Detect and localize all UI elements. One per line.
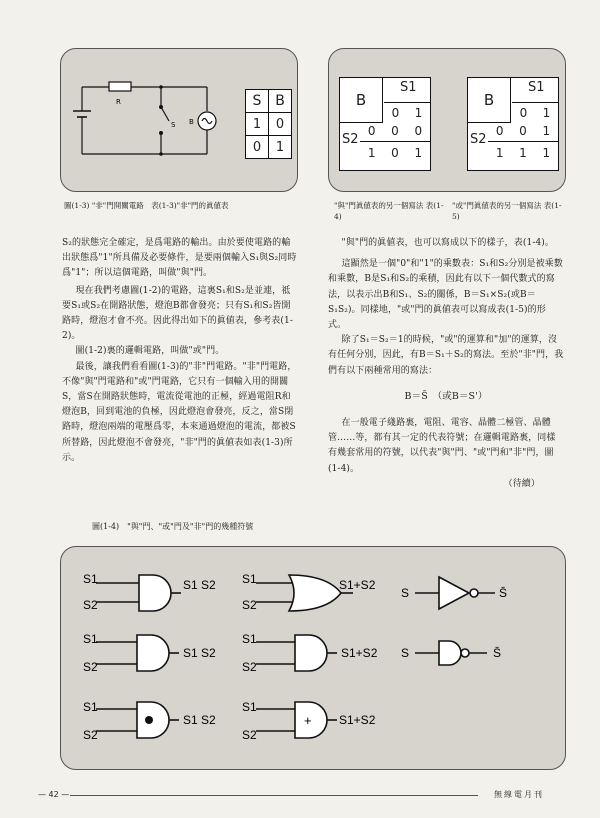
paragraph: S₂的狀態完全確定，是爲電路的輸出。由於要使電路的輸出狀態爲"1"所具備及必要條件，是要兩個輸入S₁與S₂同時爲"1"；所以這個電路，叫做"與"門。 (62, 238, 297, 279)
input-s2-label: S2 (83, 728, 98, 742)
table-cell: 1 (495, 146, 504, 160)
plus-sign: + (304, 713, 312, 728)
bulb-label: B (189, 118, 194, 126)
table-cell: 1 (367, 146, 376, 160)
switch-label: S (171, 121, 176, 129)
input-s2-label: S2 (242, 728, 257, 742)
footer-rule (70, 795, 478, 796)
paragraph: "與"門的眞値表，也可以寫成以下的樣子，表(1-4)。 (341, 238, 554, 248)
table-cell: 1 (519, 146, 527, 160)
page-number: — 42 — (38, 790, 70, 799)
multiplier-label: S1 (400, 80, 417, 95)
input-s2-label: S2 (83, 598, 98, 612)
or-output-label: S1+S2 (339, 713, 376, 727)
table-cell: 1 (542, 146, 551, 160)
table-header-b: B (269, 90, 292, 113)
table-1-3-not-truth-table (245, 89, 292, 159)
not-output-label: S̄ (493, 646, 502, 660)
or-gate-half-circle-icon (295, 635, 327, 671)
left-text-column (62, 236, 298, 466)
and-output-label: S1 S2 (183, 646, 216, 660)
caption-figure-1-4: 圖(1-4) "與"門、"或"門及"非"門的幾種符號 (92, 522, 254, 531)
multiplicand-label: S2 (342, 132, 359, 147)
caption-table-1-4: "與"門眞値表的另一個寫法 表(1-4) (334, 201, 444, 221)
table-cell: 0 (246, 136, 269, 159)
table-1-4-and-grid (339, 77, 431, 171)
not-gate-half-circle-icon (439, 641, 461, 665)
column-head: 1 (542, 106, 551, 120)
not-input-label: S (401, 646, 410, 660)
paragraph: 現在我們考慮圖(1-2)的電路，這裏S₁和S₂是並連，祗要S₁或S₂在開路狀態，燈泡B都會發亮；只有S₁和S₂皆開路時，燈泡才會不亮。因此得出如下的眞値表，參考表(1-2)。 (62, 285, 293, 342)
table-cell: 0 (519, 124, 527, 138)
table-cell: 0 (414, 124, 423, 138)
right-text-column (328, 236, 564, 492)
table-cell: 1 (542, 124, 551, 138)
magazine-name: 無線電月刊 (494, 790, 544, 799)
augend-label: S2 (470, 132, 487, 147)
table-1-5-or-grid (467, 77, 559, 171)
and-output-label: S1 S2 (183, 578, 216, 592)
input-s1-label: S1 (83, 572, 98, 586)
or-output-label: S1+S2 (341, 646, 378, 660)
resistor-label: R (116, 98, 121, 106)
table-cell: 1 (269, 136, 292, 159)
table-header-s: S (246, 90, 269, 113)
not-switch-circuit-diagram (67, 59, 237, 179)
input-s1-label: S1 (242, 632, 257, 646)
table-cell: 0 (495, 124, 504, 138)
or-output-label: S1+S2 (339, 578, 376, 592)
and-output-label: S1 S2 (183, 713, 216, 727)
input-s2-label: S2 (242, 660, 257, 674)
or-gate-distinctive-icon (289, 575, 341, 611)
paragraph: 在一般電子綫路裏，電阻、電容、晶體二極管、晶體管……等，都有其一定的代表符號；在邏輯電路裏，同樣有幾套常用的符號，以代表"與"門、"或"門和"非"門，圖(1-4)。 (328, 418, 556, 474)
not-output-label: S̄ (499, 586, 508, 600)
paragraph: 圖(1-2)裏的邏輯電路，叫做"或"門。 (75, 346, 225, 357)
figure-1-3-panel (60, 48, 298, 192)
input-s1-label: S1 (242, 572, 257, 586)
product-label: B (340, 78, 383, 123)
not-formula: B＝S̄ （或B＝S'） (404, 390, 488, 402)
table-cell: 0 (391, 146, 399, 160)
table-cell: 0 (391, 124, 399, 138)
table-cell: 0 (367, 124, 376, 138)
paragraph: 這顯然是一個"0"和"1"的乘數表：S₁和S₂分別是被乘數和乘數，B是S₁和S₂的乘積，因此有以下一個代數式的寫法，以表示出B和S₁、S₂的關係，B＝S₁×S₂(或B＝S₁S₂)。同樣地，"或"門的眞値表可以寫成表(1-5)的形式。 (328, 259, 563, 331)
to-be-continued: （待續） (503, 478, 540, 489)
input-s2-label: S2 (242, 598, 257, 612)
table-cell: 1 (246, 113, 269, 136)
column-head: 0 (519, 106, 528, 120)
input-s2-label: S2 (83, 660, 98, 674)
figure-1-4-gate-symbols-panel (60, 546, 566, 770)
not-input-label: S (401, 586, 410, 600)
input-s1-label: S1 (83, 632, 98, 646)
caption-figure-1-3: 圖(1-3) "非"門開關電路 表(1-3)"非"門的眞値表 (64, 201, 229, 210)
paragraph: 最後，讓我們看看圖(1-3)的"非"門電路。"非"門電路，不像"與"門電路和"或"門電路，它只有一個輸入用的開關S，當S在開路狀態時，電流從電池的正極，經過電阻R和燈泡B，回到電池的負極，因此燈泡會發亮，反之，當S閉路時，燈泡兩端的電壓爲零，本來通過燈泡的電流，都被S所替路，因此燈泡不會發亮，"非"門的眞値表如表(1-3)所示。 (62, 361, 297, 463)
table-cell: 1 (414, 146, 423, 160)
paragraph: 除了S₁＝S₂＝1的時候，"或"的運算和"加"的運算，沒有任何分別，因此，有B＝S₁＋S₂的寫法。至於"非"門，我們有以下兩種常用的寫法： (328, 335, 564, 376)
and-gate-half-circle-icon (137, 635, 169, 671)
input-s1-label: S1 (83, 700, 98, 714)
logic-gate-symbols (61, 547, 565, 769)
table-cell: 0 (269, 113, 292, 136)
sum-label: B (468, 78, 511, 123)
column-head: 1 (414, 106, 423, 120)
not-gate-distinctive-icon (439, 577, 469, 609)
caption-table-1-5: "或"門眞値表的另一個寫法 表(1-5) (452, 201, 562, 221)
input-s1-label: S1 (242, 700, 257, 714)
addend-label: S1 (528, 80, 545, 95)
tables-1-4-1-5-panel (328, 48, 566, 192)
and-gate-distinctive-icon (139, 575, 171, 611)
column-head: 0 (391, 106, 400, 120)
